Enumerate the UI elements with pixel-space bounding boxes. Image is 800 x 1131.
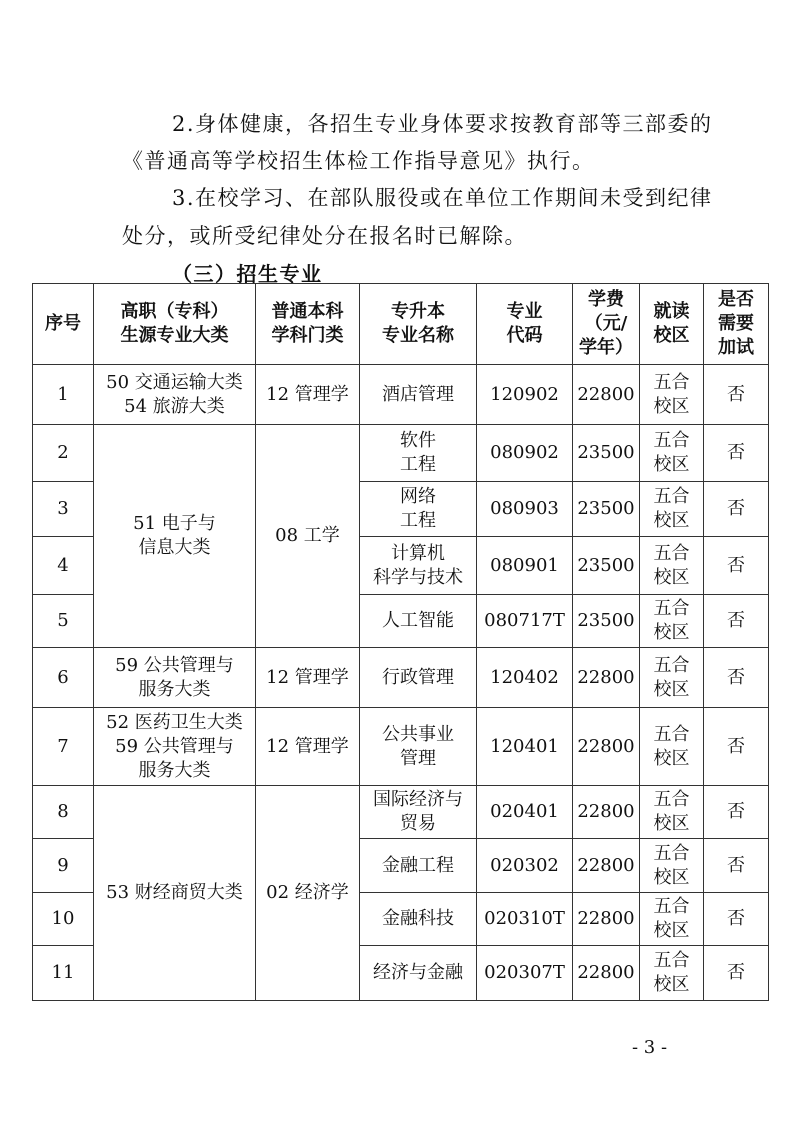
cell-major-code: 080902: [477, 425, 573, 482]
header-source-category: 高职（专科） 生源专业大类: [94, 284, 256, 365]
header-campus: 就读 校区: [640, 284, 704, 365]
cell-major-code: 080717T: [477, 595, 573, 648]
requirement-3-line-1: 3.在校学习、在部队服役或在单位工作期间未受到纪律: [172, 186, 713, 210]
cell-campus: 五合 校区: [640, 365, 704, 425]
cell-major-code: 120402: [477, 648, 573, 708]
requirement-2-line-1: 2.身体健康，各招生专业身体要求按教育部等三部委的: [172, 112, 713, 136]
cell-major-code: 020307T: [477, 946, 573, 1001]
cell-tuition: 23500: [573, 537, 640, 595]
cell-discipline: 12 管理学: [256, 648, 360, 708]
cell-seq: 6: [33, 648, 94, 708]
header-tuition: 学费 （元/ 学年）: [573, 284, 640, 365]
cell-extra-test: 否: [704, 893, 769, 946]
cell-extra-test: 否: [704, 708, 769, 786]
cell-campus: 五合 校区: [640, 946, 704, 1001]
cell-discipline: 08 工学: [256, 425, 360, 648]
cell-campus: 五合 校区: [640, 537, 704, 595]
cell-tuition: 22800: [573, 708, 640, 786]
cell-source-category: 53 财经商贸大类: [94, 786, 256, 1001]
cell-seq: 7: [33, 708, 94, 786]
cell-source-category: 52 医药卫生大类 59 公共管理与 服务大类: [94, 708, 256, 786]
cell-source-category: 51 电子与 信息大类: [94, 425, 256, 648]
cell-extra-test: 否: [704, 648, 769, 708]
cell-major-name: 计算机 科学与技术: [360, 537, 477, 595]
cell-discipline: 12 管理学: [256, 708, 360, 786]
cell-major-name: 人工智能: [360, 595, 477, 648]
cell-campus: 五合 校区: [640, 595, 704, 648]
cell-seq: 2: [33, 425, 94, 482]
cell-tuition: 22800: [573, 893, 640, 946]
cell-campus: 五合 校区: [640, 648, 704, 708]
cell-discipline: 02 经济学: [256, 786, 360, 1001]
cell-tuition: 23500: [573, 482, 640, 537]
cell-major-name: 酒店管理: [360, 365, 477, 425]
cell-extra-test: 否: [704, 482, 769, 537]
cell-major-code: 120902: [477, 365, 573, 425]
cell-source-category: 50 交通运输大类 54 旅游大类: [94, 365, 256, 425]
cell-major-name: 行政管理: [360, 648, 477, 708]
cell-seq: 9: [33, 839, 94, 893]
cell-tuition: 22800: [573, 946, 640, 1001]
cell-seq: 1: [33, 365, 94, 425]
cell-extra-test: 否: [704, 786, 769, 839]
header-discipline: 普通本科 学科门类: [256, 284, 360, 365]
cell-extra-test: 否: [704, 595, 769, 648]
cell-extra-test: 否: [704, 946, 769, 1001]
cell-campus: 五合 校区: [640, 786, 704, 839]
cell-tuition: 23500: [573, 595, 640, 648]
cell-major-code: 020310T: [477, 893, 573, 946]
cell-extra-test: 否: [704, 425, 769, 482]
header-seq: 序号: [33, 284, 94, 365]
cell-tuition: 22800: [573, 648, 640, 708]
cell-seq: 5: [33, 595, 94, 648]
cell-campus: 五合 校区: [640, 893, 704, 946]
table-row: [33, 648, 769, 708]
cell-major-name: 软件 工程: [360, 425, 477, 482]
cell-major-name: 经济与金融: [360, 946, 477, 1001]
cell-tuition: 23500: [573, 425, 640, 482]
cell-major-name: 金融科技: [360, 893, 477, 946]
table-row: [33, 786, 769, 839]
cell-tuition: 22800: [573, 786, 640, 839]
table-row: [33, 708, 769, 786]
cell-major-code: 120401: [477, 708, 573, 786]
table-row: [33, 365, 769, 425]
cell-campus: 五合 校区: [640, 425, 704, 482]
cell-tuition: 22800: [573, 839, 640, 893]
cell-tuition: 22800: [573, 365, 640, 425]
cell-source-category: 59 公共管理与 服务大类: [94, 648, 256, 708]
table-row: [33, 425, 769, 482]
section-heading: （三）招生专业: [172, 262, 323, 286]
cell-campus: 五合 校区: [640, 839, 704, 893]
cell-major-code: 020302: [477, 839, 573, 893]
cell-seq: 4: [33, 537, 94, 595]
cell-seq: 8: [33, 786, 94, 839]
header-major-code: 专业 代码: [477, 284, 573, 365]
majors-table: [32, 283, 769, 1001]
cell-seq: 11: [33, 946, 94, 1001]
header-major-name: 专升本 专业名称: [360, 284, 477, 365]
cell-extra-test: 否: [704, 537, 769, 595]
page-number: - 3 -: [632, 1037, 668, 1058]
cell-seq: 3: [33, 482, 94, 537]
cell-major-name: 国际经济与 贸易: [360, 786, 477, 839]
cell-campus: 五合 校区: [640, 482, 704, 537]
cell-discipline: 12 管理学: [256, 365, 360, 425]
cell-extra-test: 否: [704, 839, 769, 893]
header-extra-test: 是否 需要 加试: [704, 284, 769, 365]
cell-major-name: 公共事业 管理: [360, 708, 477, 786]
cell-major-code: 080901: [477, 537, 573, 595]
requirement-3-line-2: 处分，或所受纪律处分在报名时已解除。: [122, 224, 527, 248]
cell-campus: 五合 校区: [640, 708, 704, 786]
requirement-2-line-2: 《普通高等学校招生体检工作指导意见》执行。: [122, 149, 595, 173]
cell-major-name: 网络 工程: [360, 482, 477, 537]
cell-extra-test: 否: [704, 365, 769, 425]
cell-major-code: 080903: [477, 482, 573, 537]
cell-major-name: 金融工程: [360, 839, 477, 893]
cell-seq: 10: [33, 893, 94, 946]
table-header-row: [33, 284, 769, 365]
cell-major-code: 020401: [477, 786, 573, 839]
